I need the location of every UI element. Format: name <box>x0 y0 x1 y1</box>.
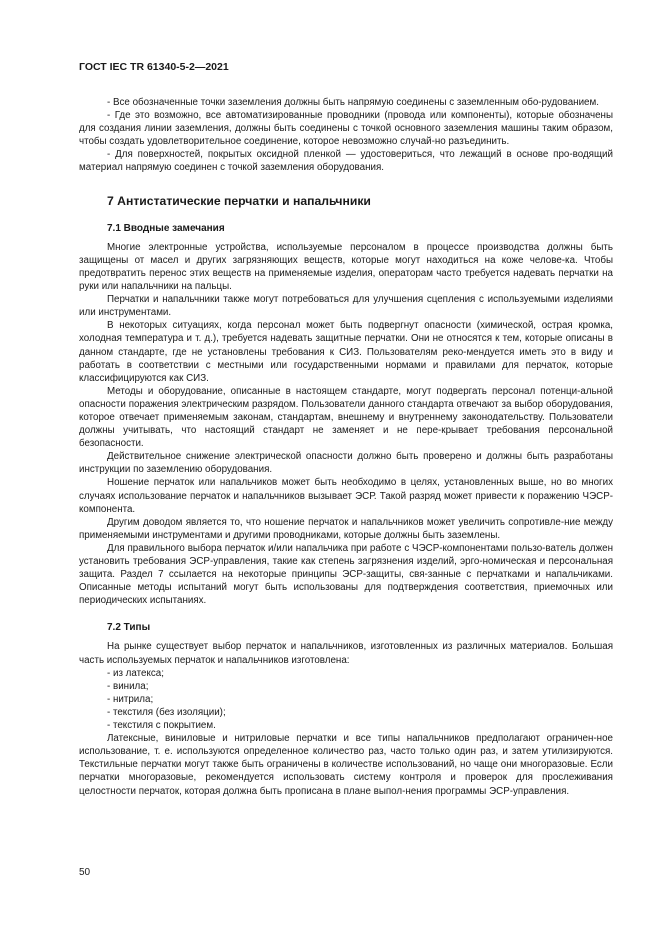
page-number: 50 <box>79 867 91 878</box>
s71-paragraph-2: Перчатки и напальчники также могут потребоваться для улучшения сцепления с используемыми изделиями или инструментами. <box>79 294 613 319</box>
list-item: - текстиля (без изоляции); <box>107 706 226 718</box>
s71-paragraph-5: Действительное снижение электрической опасности должно быть проверено и должны быть разработаны инструкции по заземлению оборудования. <box>79 451 613 476</box>
s71-paragraph-8: Для правильного выбора перчаток и/или напальчика при работе с ЧЭСР-компонентами пользо-ватель должен установить требования ЭСР-управления, такие как степень загрязнения изделий, эрго-номическая и персональная защита. Раздел 7 ссылается на некоторые принципы ЭСР-защиты, свя-занные с перчатками и напальчиками. Описанные методы испытаний могут быть использованы для подтверждения соответствия, приемочных или периодических испытаниях. <box>79 542 613 607</box>
list-item: - из латекса; <box>107 667 164 679</box>
s72-lead-paragraph: На рынке существует выбор перчаток и напальчников, изготовленных из различных материалов. Большая часть используемых перчаток и напальчников изготовлена: <box>79 641 613 666</box>
list-item: - текстиля с покрытием. <box>107 720 216 732</box>
list-item: - винила; <box>107 680 149 692</box>
list-item: - нитрила; <box>107 693 154 705</box>
intro-paragraph-1: - Все обозначенные точки заземления должны быть напрямую соединены с заземленным обо-рудованием. <box>107 97 599 108</box>
s71-paragraph-3: В некоторых ситуациях, когда персонал может быть подвергнут опасности (химической, острая кромка, холодная температура и т. д.), требуется надевать защитные перчатки. Они не относятся к тем, которые описаны в данном стандарте, где не установлены требования к СИЗ. Пользователям реко-мендуется иметь это в виду и работать в соответствии с местными или государственными нормами и правилами для перчаток, которые классифицируются как СИЗ. <box>79 320 613 384</box>
s71-paragraph-6: Ношение перчаток или напальчиков может быть необходимо в целях, установленных выше, но во многих случаях использование перчаток и напальчников вызывает ЭСР. Такой разряд может привести к поражению ЧЭСР-компонента. <box>79 477 613 515</box>
subsection-7-1-heading: 7.1 Вводные замечания <box>107 222 225 234</box>
section-7-heading: 7 Антистатические перчатки и напальчники <box>107 193 371 208</box>
s71-paragraph-4: Методы и оборудование, описанные в настоящем стандарте, могут подвергать персонал потенци-альной опасности поражения электрическим разрядом. Пользователи данного стандарта отвечают за выбор оборудования, которое отвечает применяемым законам, стандартам, внешнему и внутреннему законодательству. Пользователи должны учитывать, что настоящий стандарт не заменяет и не пере-крывает требования персональной безопасности. <box>79 385 613 450</box>
document-header: ГОСТ IEC TR 61340-5-2—2021 <box>79 61 229 73</box>
s71-paragraph-1: Многие электронные устройства, используемые персоналом в процессе производства должны быть защищены от масел и других загрязняющих веществ, которые могут находиться на коже челове-ка. Чтобы предотвратить перенос этих веществ на применяемые изделия, операторам часто требуется надевать перчатки на руки или напальчники на пальцы. <box>79 241 613 293</box>
s71-paragraph-7: Другим доводом является то, что ношение перчаток и напальчников может увеличить сопротивле-ние между применяемыми инструментами и другими проводниками, которые должны быть заземлены. <box>79 516 613 541</box>
page-body <box>79 96 613 798</box>
intro-paragraph-2: - Где это возможно, все автоматизированные проводники (провода или компоненты), которые обозначены для создания линии заземления, должны быть соединены с точкой основного заземления машины таким образом, чтобы создать удовлетворительное соединение, которое невозможно случай-но разъединить. <box>79 110 613 148</box>
subsection-7-2-heading: 7.2 Типы <box>107 622 151 634</box>
s72-closing-paragraph: Латексные, виниловые и нитриловые перчатки и все типы напальчников предполагают ограничен-ное использование, т. е. используются определенное количество раз, часто только один раз, и затем утилизируются. Текстильные перчатки могут также быть ограничены в количестве использований, но чаще они многоразовые. Если перчатки многоразовые, рекомендуется использовать систему контроля и проверок для прослеживания целостности перчаток, которая должна быть прописана в плане выпол-нения программы ЭСР-управления. <box>79 733 613 797</box>
intro-paragraph-3: - Для поверхностей, покрытых оксидной пленкой — удостовериться, что лежащий в основе про-водящий материал напрямую соединен с точкой заземления оборудования. <box>79 149 613 174</box>
